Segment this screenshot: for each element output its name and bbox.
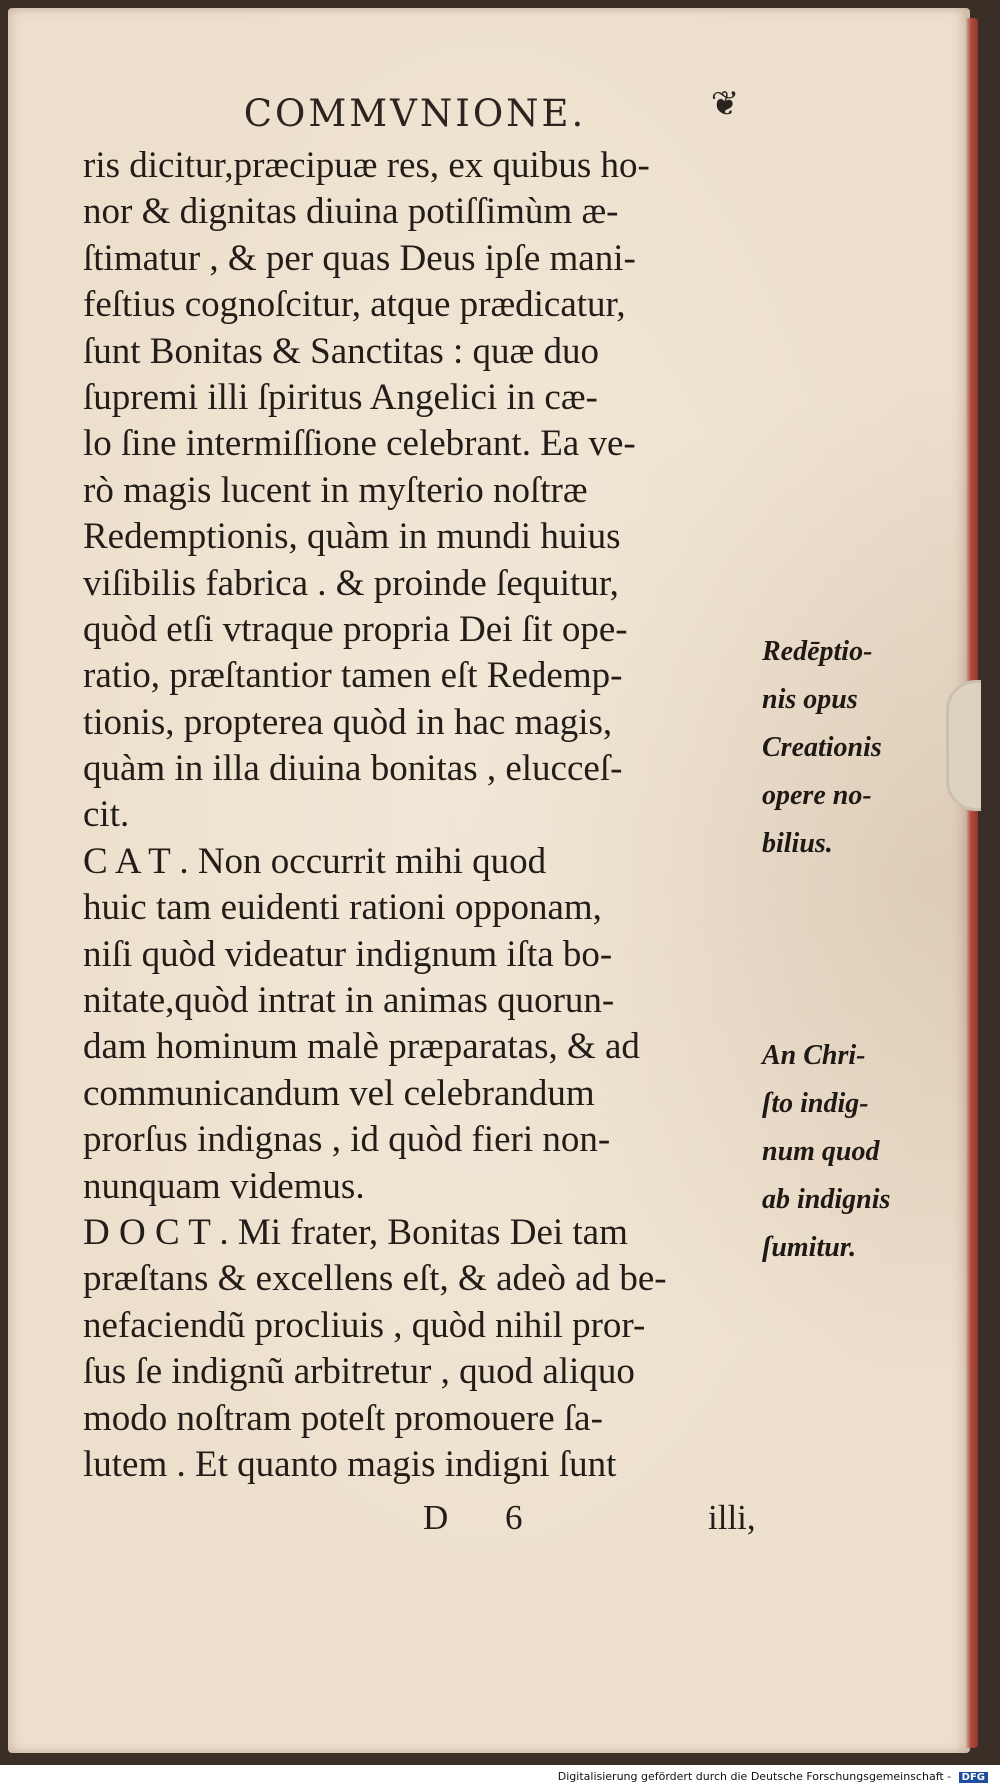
digitization-credit: [558, 1770, 988, 1783]
text-line: modo noſtram poteſt promouere ſa-: [83, 1397, 603, 1439]
marginal-line: Creationis: [762, 732, 882, 763]
text-line: ſtimatur , & per quas Deus ipſe mani-: [83, 237, 636, 279]
marginal-line: ſumitur.: [762, 1232, 857, 1263]
page-edge: [966, 18, 978, 1748]
text-line: nefaciendũ procliuis , quòd nihil pror-: [83, 1304, 646, 1346]
text-line: ris dicitur,præcipuæ res, ex quibus ho-: [83, 145, 650, 186]
running-head: COMMVNIONE.: [243, 92, 587, 135]
text-line: D O C T . Mi frater, Bonitas Dei tam: [83, 1211, 628, 1253]
main-text: [83, 143, 763, 1488]
credit-bar: [0, 1765, 1000, 1785]
text-line: niſi quòd videatur indignum iſta bo-: [83, 933, 613, 975]
text-line: rò magis lucent in myſterio noſtræ: [83, 469, 588, 511]
dfg-logo-icon: DFG: [959, 1772, 988, 1783]
marginal-line: ſto indig-: [762, 1088, 869, 1119]
text-line: huic tam euidenti rationi opponam,: [83, 887, 602, 929]
text-line: cit.: [83, 794, 130, 836]
text-line: ſupremi illi ſpiritus Angelici in cæ-: [83, 376, 598, 418]
text-line: prorſus indignas , id quòd fieri non-: [83, 1119, 611, 1161]
marginal-line: ab indignis: [762, 1184, 891, 1215]
text-line: communicandum vel celebrandum: [83, 1072, 595, 1114]
text-line: C A T . Non occurrit mihi quod: [83, 840, 547, 882]
text-line: lo ſine intermiſſione celebrant. Ea ve-: [83, 423, 636, 465]
marginal-note-unworthy: [762, 1032, 967, 1272]
signature-mark: D 6: [423, 1498, 547, 1537]
marginal-line: bilius.: [762, 828, 833, 859]
text-line: tionis, propterea quòd in hac magis,: [83, 701, 613, 743]
catchword: illi,: [708, 1498, 756, 1537]
text-line: ſus ſe indignũ arbitretur , quod aliquo: [83, 1351, 635, 1393]
text-line: ſunt Bonitas & Sanctitas : quæ duo: [83, 330, 599, 372]
marginal-line: opere no-: [762, 780, 872, 811]
text-line: lutem . Et quanto magis indigni ſunt: [83, 1443, 617, 1485]
text-line: Redemptionis, quàm in mundi huius: [83, 516, 621, 558]
text-line: feſtius cognoſcitur, atque prædicatur,: [83, 284, 626, 326]
text-line: quòd etſi vtraque propria Dei ſit ope-: [83, 608, 628, 650]
text-line: nitate,quòd intrat in animas quorun-: [83, 980, 615, 1022]
text-line: nunquam videmus.: [83, 1165, 365, 1207]
text-line: dam hominum malè præparatas, & ad: [83, 1026, 640, 1068]
credit-text: Digitalisierung gefördert durch die Deutsche Forschungsgemeinschaft -: [557, 1770, 952, 1783]
page-footer: [83, 1498, 763, 1546]
text-line: viſibilis fabrica . & proinde ſequitur,: [83, 562, 619, 604]
printer-ornament-icon: ❦: [710, 84, 740, 124]
marginal-line: An Chri-: [762, 1040, 866, 1071]
text-line: præſtans & excellens eſt, & adeò ad be-: [83, 1258, 667, 1300]
text-line: nor & dignitas diuina potiſſimùm æ-: [83, 191, 619, 233]
marginal-note-redemption: [762, 628, 967, 868]
text-line: quàm in illa diuina bonitas , elucceſ-: [83, 748, 623, 790]
text-line: ratio, præſtantior tamen eſt Redemp-: [83, 655, 623, 697]
marginal-line: num quod: [762, 1136, 880, 1167]
marginal-line: Redēptio-: [762, 636, 873, 667]
marginal-line: nis opus: [762, 684, 858, 715]
